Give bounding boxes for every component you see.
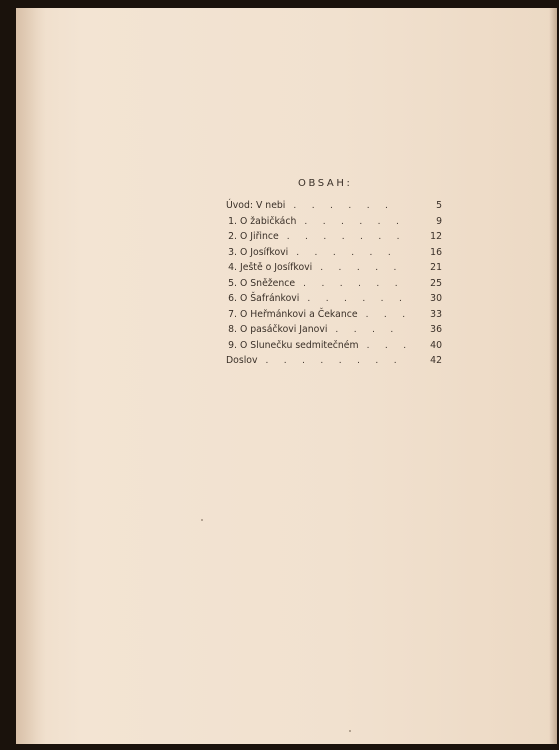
toc-entry-title: Doslov bbox=[226, 355, 258, 366]
paper-speck bbox=[201, 519, 203, 521]
toc-entry-leader: . . . . . bbox=[320, 263, 403, 273]
toc-entry-number: 2. bbox=[228, 231, 237, 242]
toc-entry bbox=[226, 340, 442, 356]
book-page bbox=[16, 8, 557, 744]
toc-entry-number: 6. bbox=[228, 293, 237, 304]
paper-speck bbox=[349, 730, 351, 732]
toc-entry-title: O Josífkovi bbox=[240, 246, 289, 258]
toc-entry-title: O Sněžence bbox=[240, 277, 296, 289]
toc-entry-title: O Jiřince bbox=[240, 231, 279, 242]
toc-entry-leader: . . . . . . bbox=[307, 294, 409, 304]
toc-entry bbox=[226, 278, 442, 294]
toc-entry bbox=[226, 216, 442, 232]
toc-entry bbox=[226, 231, 442, 247]
toc-entry-leader: . . . . bbox=[335, 325, 400, 335]
toc-entry-page: 42 bbox=[430, 355, 442, 366]
page-edge-shadow bbox=[549, 8, 557, 744]
toc-entry bbox=[226, 355, 442, 371]
toc-entry bbox=[226, 309, 442, 325]
toc-entry-page: 33 bbox=[430, 308, 442, 320]
toc-entry-page: 25 bbox=[430, 277, 442, 289]
toc-entry bbox=[226, 262, 442, 278]
toc-entry-page: 12 bbox=[430, 231, 442, 242]
toc-entry-number: 5. bbox=[228, 277, 237, 289]
toc-list bbox=[226, 200, 442, 371]
toc-entry-leader: . . . bbox=[366, 340, 413, 351]
toc-entry-leader: . . . bbox=[365, 309, 412, 320]
toc-entry-leader: . . . . . . bbox=[293, 201, 395, 211]
toc-heading: OBSAH: bbox=[298, 178, 353, 189]
toc-entry-page: 36 bbox=[430, 324, 442, 335]
toc-entry bbox=[226, 247, 442, 263]
toc-entry bbox=[226, 293, 442, 309]
toc-entry-page: 16 bbox=[430, 246, 442, 258]
toc-entry-title: O Heřmánkovi a Čekance bbox=[240, 308, 358, 320]
toc-entry-title: O žabičkách bbox=[240, 215, 297, 227]
toc-entry-number: 7. bbox=[228, 308, 237, 320]
toc-entry-leader: . . . . . . bbox=[304, 216, 406, 227]
toc-entry bbox=[226, 200, 442, 216]
toc-entry-title: O pasáčkovi Janovi bbox=[240, 324, 328, 335]
toc-entry-number: 9. bbox=[228, 339, 237, 351]
toc-entry-number: 4. bbox=[228, 262, 237, 273]
toc-entry-leader: . . . . . . bbox=[296, 247, 398, 258]
toc-entry bbox=[226, 324, 442, 340]
toc-entry-page: 40 bbox=[430, 339, 442, 351]
toc-entry-number: 1. bbox=[228, 215, 237, 227]
toc-entry-title: Úvod: V nebi bbox=[226, 200, 286, 211]
toc-entry-page: 21 bbox=[430, 262, 442, 273]
toc-entry-title: O Šafránkovi bbox=[240, 293, 300, 304]
toc-entry-leader: . . . . . . . . bbox=[265, 356, 403, 366]
toc-entry-title: Ještě o Josífkovi bbox=[240, 262, 313, 273]
toc-entry-page: 9 bbox=[436, 215, 442, 227]
toc-entry-page: 30 bbox=[430, 293, 442, 304]
toc-entry-leader: . . . . . . . bbox=[286, 232, 406, 242]
toc-entry-title: O Slunečku sedmitečném bbox=[240, 339, 359, 351]
toc-entry-number: 3. bbox=[228, 246, 237, 258]
toc-entry-page: 5 bbox=[436, 200, 442, 211]
toc-entry-number: 8. bbox=[228, 324, 237, 335]
toc-entry-leader: . . . . . . bbox=[303, 278, 404, 289]
